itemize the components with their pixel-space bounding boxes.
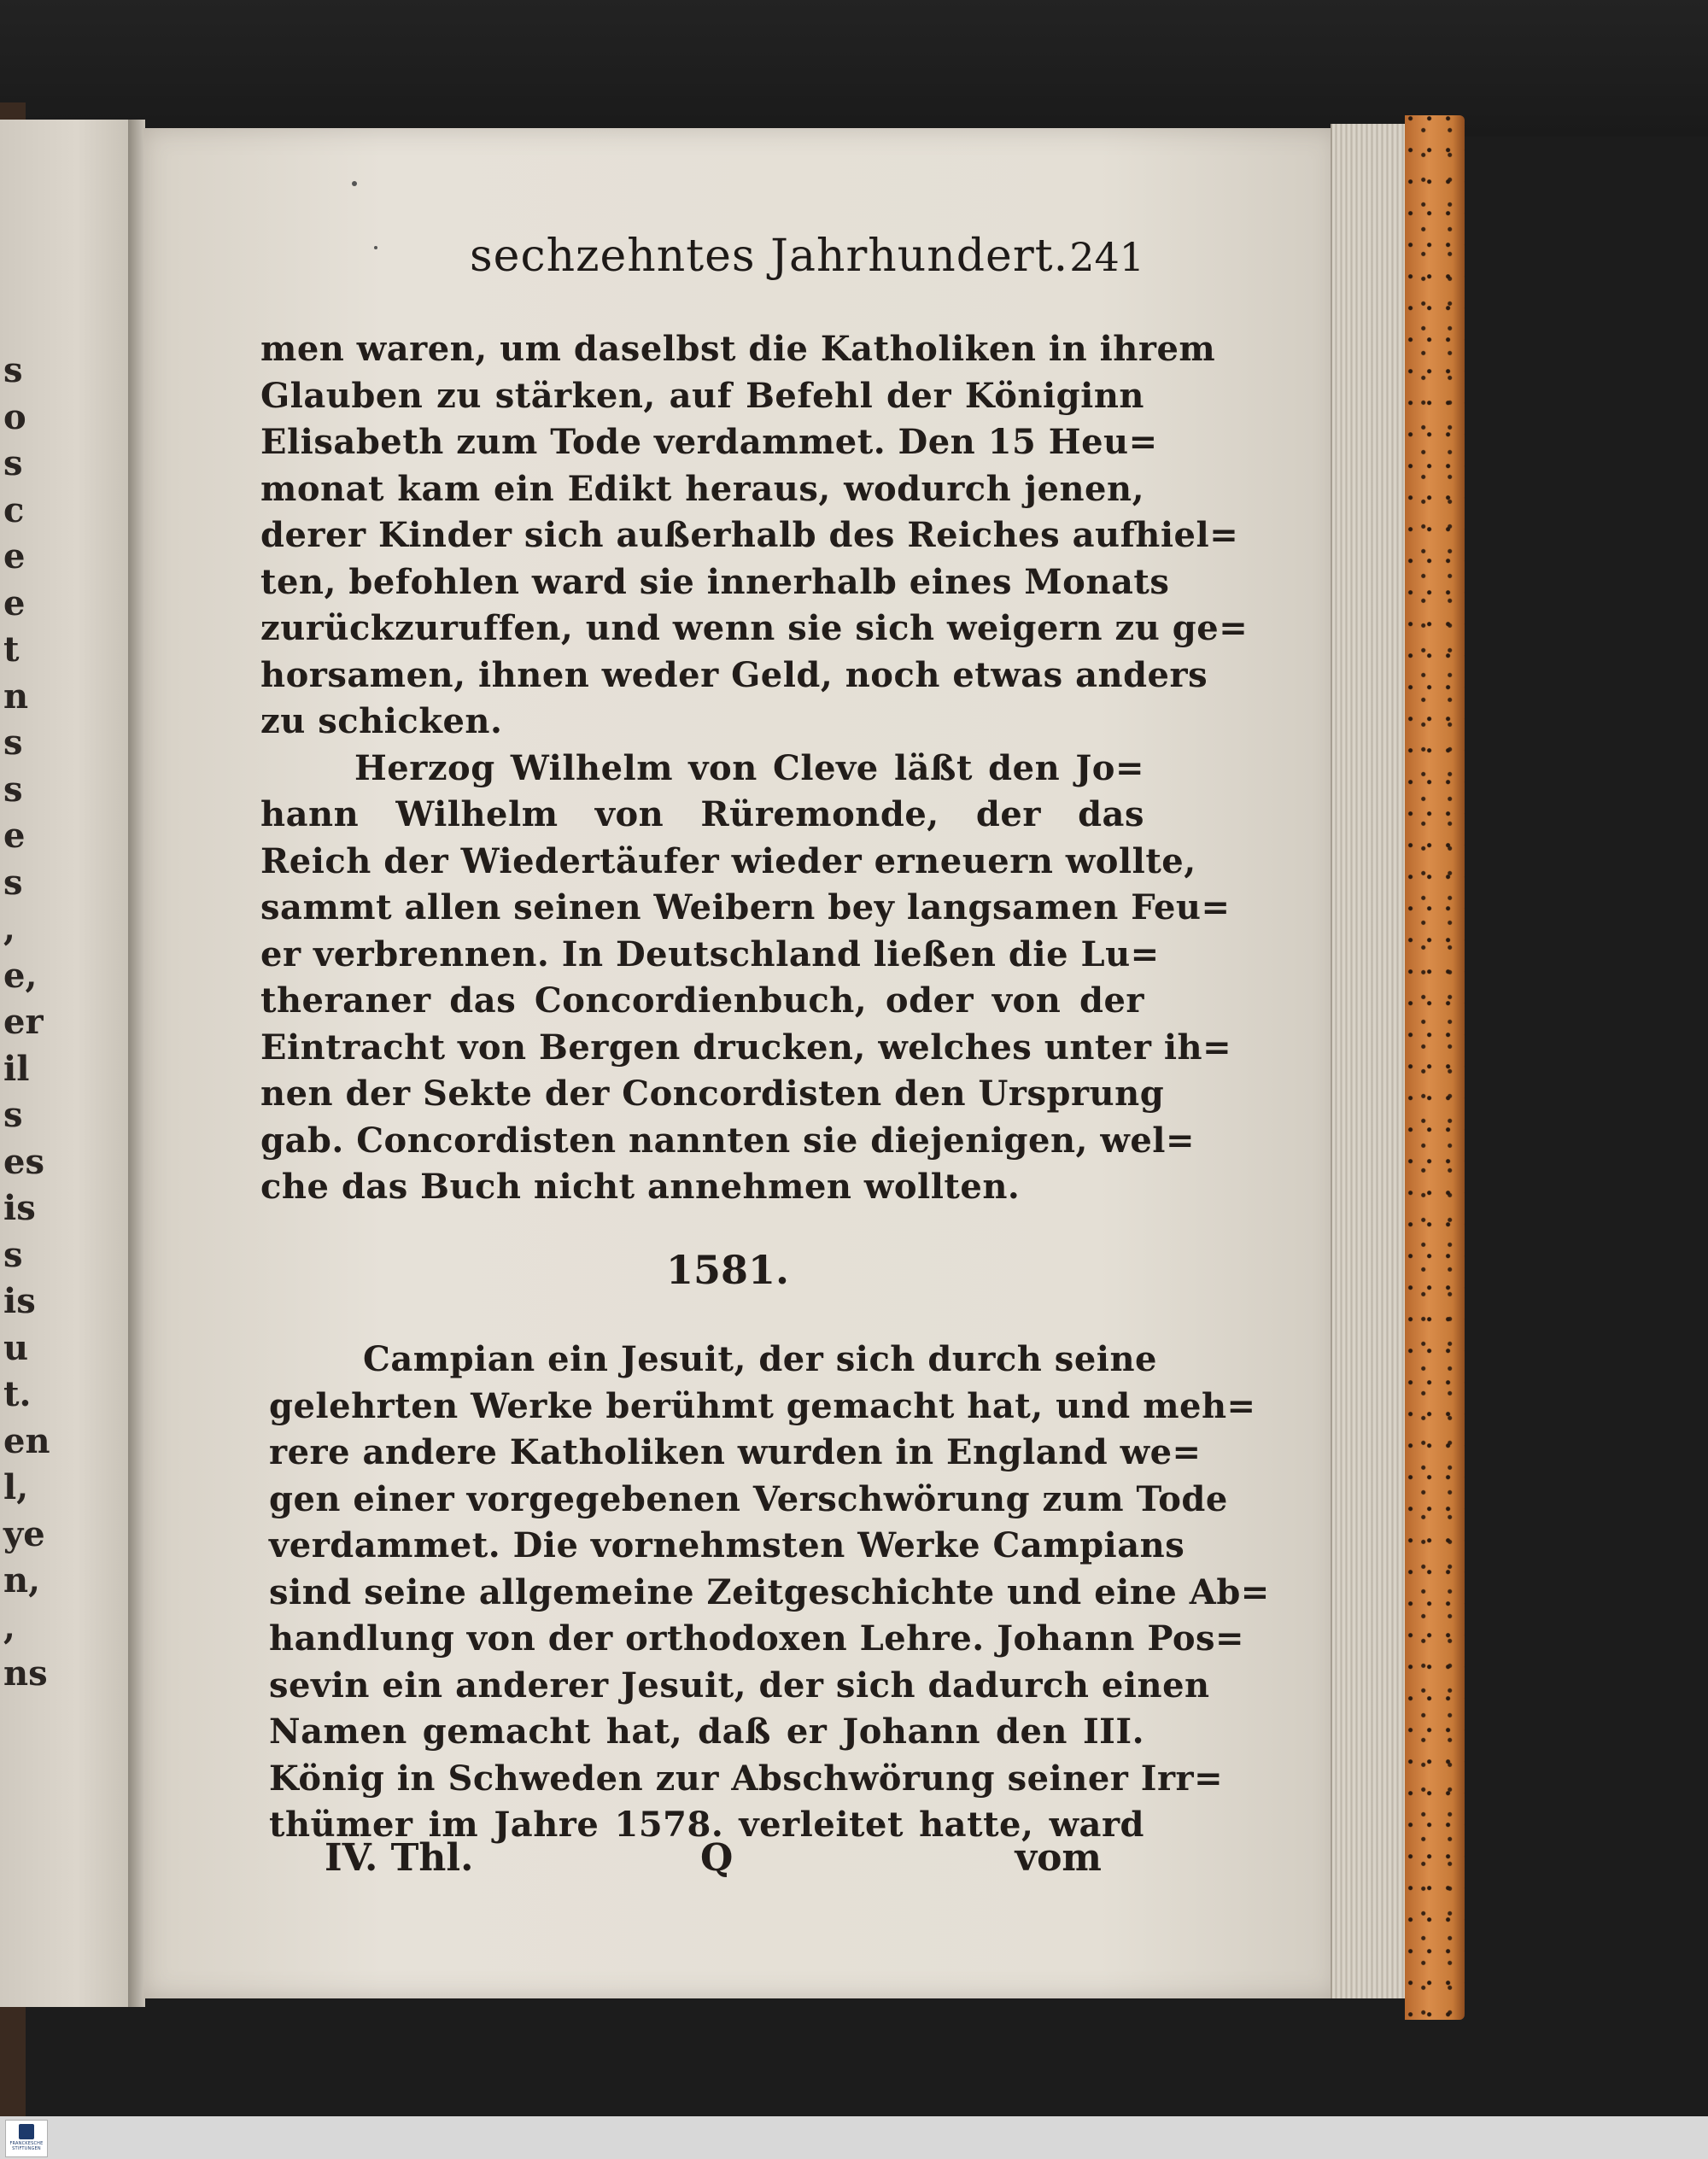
text-block-lower	[269, 1337, 1270, 1849]
signature-mark: Q	[700, 1836, 734, 1880]
library-logo	[5, 2120, 48, 2157]
book-cover-edge	[1405, 115, 1465, 2020]
running-title: sechzehntes Jahrhundert.	[470, 231, 1069, 282]
left-page-edge-fragment: t	[3, 629, 20, 670]
catchword: vom	[1015, 1836, 1102, 1880]
left-page-edge-fragment: er	[3, 1002, 44, 1042]
ink-speck	[352, 181, 357, 186]
text-line: rere andere Katholiken wurden in England we=	[269, 1432, 1202, 1472]
text-line: handlung von der orthodoxen Lehre. Johann Pos=	[269, 1618, 1245, 1659]
text-line: men waren, um daselbst die Katholiken in ihrem	[260, 329, 1216, 369]
text-line: derer Kinder sich außerhalb des Reiches aufhiel=	[260, 515, 1239, 555]
text-block-upper	[260, 326, 1249, 1211]
left-page-edge-fragment: e,	[3, 955, 38, 996]
page-footer	[325, 1836, 1102, 1887]
text-line: che das Buch nicht annehmen wollten.	[260, 1167, 1021, 1207]
text-line: zurückzuruffen, und wenn sie sich weigern zu ge=	[260, 608, 1249, 648]
left-page-edge-fragment: s	[3, 350, 23, 390]
text-line: monat kam ein Edikt heraus, wodurch jenen,	[260, 468, 1144, 509]
left-page-edge-fragment: e	[3, 582, 26, 623]
text-line: gelehrten Werke berühmt gemacht hat, und meh=	[269, 1385, 1256, 1426]
left-page-edge-fragment: ns	[3, 1653, 48, 1694]
left-page-edge-fragment: is	[3, 1281, 36, 1321]
text-line: Glauben zu stärken, auf Befehl der Königinn	[260, 375, 1144, 416]
text-line: gen einer vorgegebenen Verschwörung zum Tode	[269, 1478, 1228, 1519]
text-line: verdammet. Die vornehmsten Werke Campians	[269, 1525, 1185, 1565]
text-line: Namen gemacht hat, daß er Johann den III.	[269, 1711, 1144, 1752]
text-line: sevin ein anderer Jesuit, der sich dadurch einen	[269, 1665, 1210, 1706]
year-heading: 1581.	[666, 1247, 790, 1293]
left-page-edge-fragment: il	[3, 1048, 30, 1089]
text-line: Reich der Wiedertäufer wieder erneuern wollte,	[260, 840, 1196, 881]
page-stack-edge	[1331, 124, 1409, 1998]
text-line: gab. Concordisten nannten sie diejenigen, wel=	[260, 1120, 1195, 1161]
text-line: hann Wilhelm von Rüremonde, der das	[260, 794, 1144, 834]
left-page-edge-fragment: t.	[3, 1374, 32, 1414]
left-page-edge-fragment: s	[3, 443, 23, 483]
left-page-edge-fragment: e	[3, 816, 26, 856]
left-page-edge-fragment: ,	[3, 909, 15, 949]
book-gutter	[128, 120, 145, 2007]
left-page-edge-fragment: es	[3, 1141, 44, 1182]
left-page-edge-fragment: ,	[3, 1606, 15, 1647]
text-line: König in Schweden zur Abschwörung seiner Irr=	[269, 1758, 1224, 1799]
library-logo-icon	[19, 2124, 34, 2139]
text-line: theraner das Concordienbuch, oder von der	[260, 980, 1144, 1021]
left-page-edge-fragment: s	[3, 1234, 23, 1275]
left-page-edge-fragment: o	[3, 396, 26, 437]
text-line: Herzog Wilhelm von Cleve läßt den Jo=	[354, 747, 1144, 788]
left-page-edge	[0, 120, 130, 2007]
text-line: Campian ein Jesuit, der sich durch seine	[363, 1339, 1157, 1379]
left-page-edge-fragment: en	[3, 1420, 50, 1461]
left-page-edge-fragment: n	[3, 676, 29, 717]
viewer-bottom-bar	[0, 2116, 1708, 2159]
left-page-edge-fragment: s	[3, 723, 23, 763]
left-page-edge-fragment: c	[3, 489, 25, 530]
text-line: sammt allen seinen Weibern bey langsamen Feu=	[260, 887, 1231, 927]
left-page-edge-fragment: s	[3, 862, 23, 903]
left-page-edge-fragment: ye	[3, 1513, 45, 1554]
text-line: sind seine allgemeine Zeitgeschichte und eine Ab=	[269, 1571, 1270, 1612]
left-page-edge-fragment: is	[3, 1188, 36, 1228]
text-line: Elisabeth zum Tode verdammet. Den 15 Heu=	[260, 422, 1158, 462]
volume-mark: IV. Thl.	[325, 1836, 474, 1880]
left-page-edge-fragment: s	[3, 1095, 23, 1135]
left-page-edge-fragment: u	[3, 1327, 29, 1368]
text-line: Eintracht von Bergen drucken, welches unter ih=	[260, 1027, 1232, 1068]
text-line: ten, befohlen ward sie innerhalb eines Monats	[260, 561, 1170, 602]
left-page-edge-fragment: s	[3, 769, 23, 810]
left-page-edge-fragment: n,	[3, 1560, 41, 1600]
text-line: thümer im Jahre 1578. verleitet hatte, ward	[269, 1805, 1144, 1845]
page-number: 241	[1069, 234, 1144, 280]
left-page-edge-fragment: l,	[3, 1467, 29, 1507]
left-page-edge-fragment: e	[3, 536, 26, 576]
text-line: zu schicken.	[260, 701, 503, 741]
library-logo-text: FRANCKESCHE STIFTUNGEN	[9, 2141, 44, 2151]
text-line: nen der Sekte der Concordisten den Ursprung	[260, 1074, 1165, 1114]
text-line: horsamen, ihnen weder Geld, noch etwas anders	[260, 654, 1208, 695]
page-header	[256, 231, 1144, 290]
text-line: er verbrennen. In Deutschland ließen die Lu=	[260, 933, 1160, 974]
